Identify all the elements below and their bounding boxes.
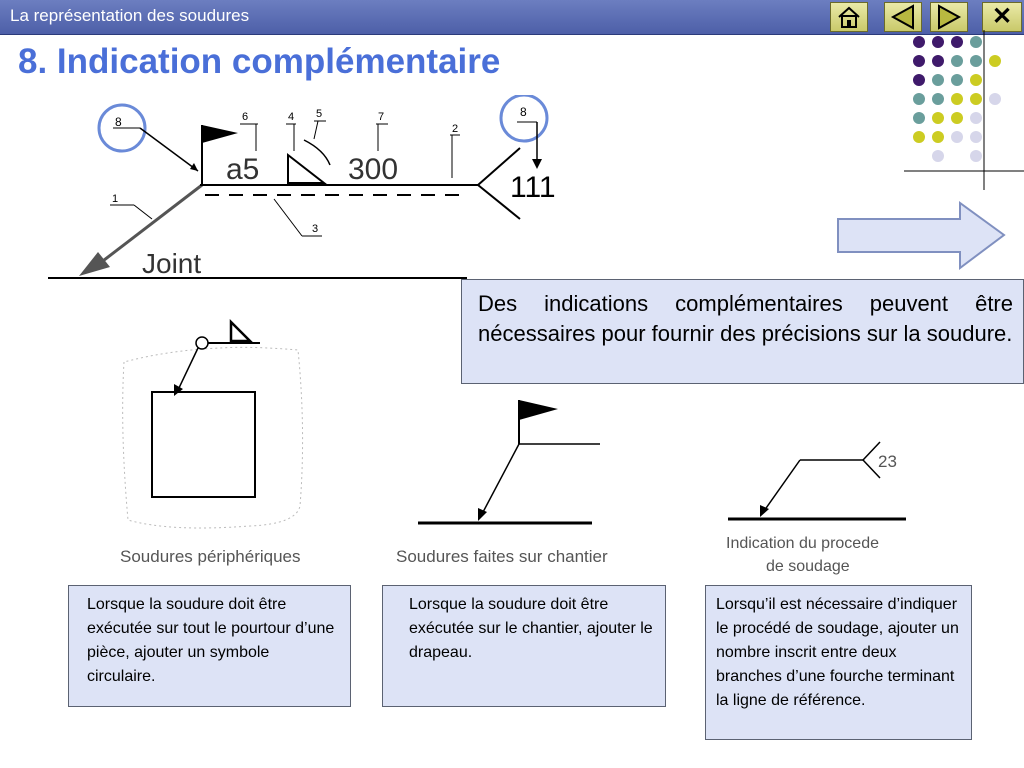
caption-process-line1: Indication du procede: [726, 535, 879, 552]
arrow-head: [79, 252, 110, 276]
process-value: 111: [510, 171, 556, 204]
previous-button[interactable]: [884, 2, 922, 32]
intro-textbox: Des indications complémentaires peuvent être nécessaires pour fournir des précisions sur la soudure.: [461, 279, 1024, 384]
close-button[interactable]: [982, 2, 1022, 32]
window-title: La représentation des soudures: [10, 6, 250, 25]
home-icon: [831, 3, 867, 31]
callout-2: 2: [452, 123, 459, 135]
site-weld-illustration: [390, 390, 630, 572]
example-3-textbox: Lorsqu’il est nécessaire d’indiquer le procédé de soudage, ajouter un nombre inscrit entre deux branches d’une fourche terminant la ligne de référence.: [705, 585, 972, 740]
callout-4: 4: [288, 111, 295, 123]
all-around-circle-icon: [196, 337, 208, 349]
flag-icon: [519, 400, 558, 420]
callout-5: 5: [316, 108, 323, 120]
weld-symbol-diagram: [40, 95, 580, 287]
page-title: 8. Indication complémentaire: [18, 42, 501, 81]
flag-icon: [202, 125, 238, 143]
throat-value: a5: [226, 153, 260, 186]
dot-pattern: [913, 36, 1001, 162]
fillet-weld-icon: [288, 155, 324, 183]
next-button[interactable]: [930, 2, 968, 32]
peripheral-weld-illustration: [110, 310, 325, 572]
previous-arrow-icon: [885, 3, 921, 31]
callout-7: 7: [378, 111, 385, 123]
caption-process-line2: de soudage: [766, 558, 850, 575]
close-icon: ✕: [991, 3, 1013, 30]
caption-site: Soudures faites sur chantier: [396, 547, 608, 566]
next-arrow-icon: [931, 3, 967, 31]
joint-label: Joint: [142, 248, 202, 279]
process-number-illustration: [718, 437, 918, 580]
callout-6: 6: [242, 111, 249, 123]
process-number: 23: [878, 452, 897, 471]
callout-1: 1: [112, 193, 119, 205]
caption-peripheral: Soudures périphériques: [120, 547, 301, 566]
length-value: 300: [348, 153, 399, 186]
example-1-textbox: Lorsque la soudure doit être exécutée sur tout le pourtour d’une pièce, ajouter un symbole circulaire.: [68, 585, 351, 707]
fillet-weld-icon: [231, 322, 250, 341]
callout-8-right: 8: [520, 105, 527, 119]
example-2-textbox: Lorsque la soudure doit être exécutée sur le chantier, ajouter le drapeau.: [382, 585, 666, 707]
home-button[interactable]: [830, 2, 868, 32]
callout-8-left: 8: [115, 115, 122, 129]
title-bar: [0, 0, 1024, 35]
decorative-dot-grid: [904, 30, 1024, 190]
next-page-arrow[interactable]: [836, 200, 1008, 272]
callout-3: 3: [312, 223, 319, 235]
